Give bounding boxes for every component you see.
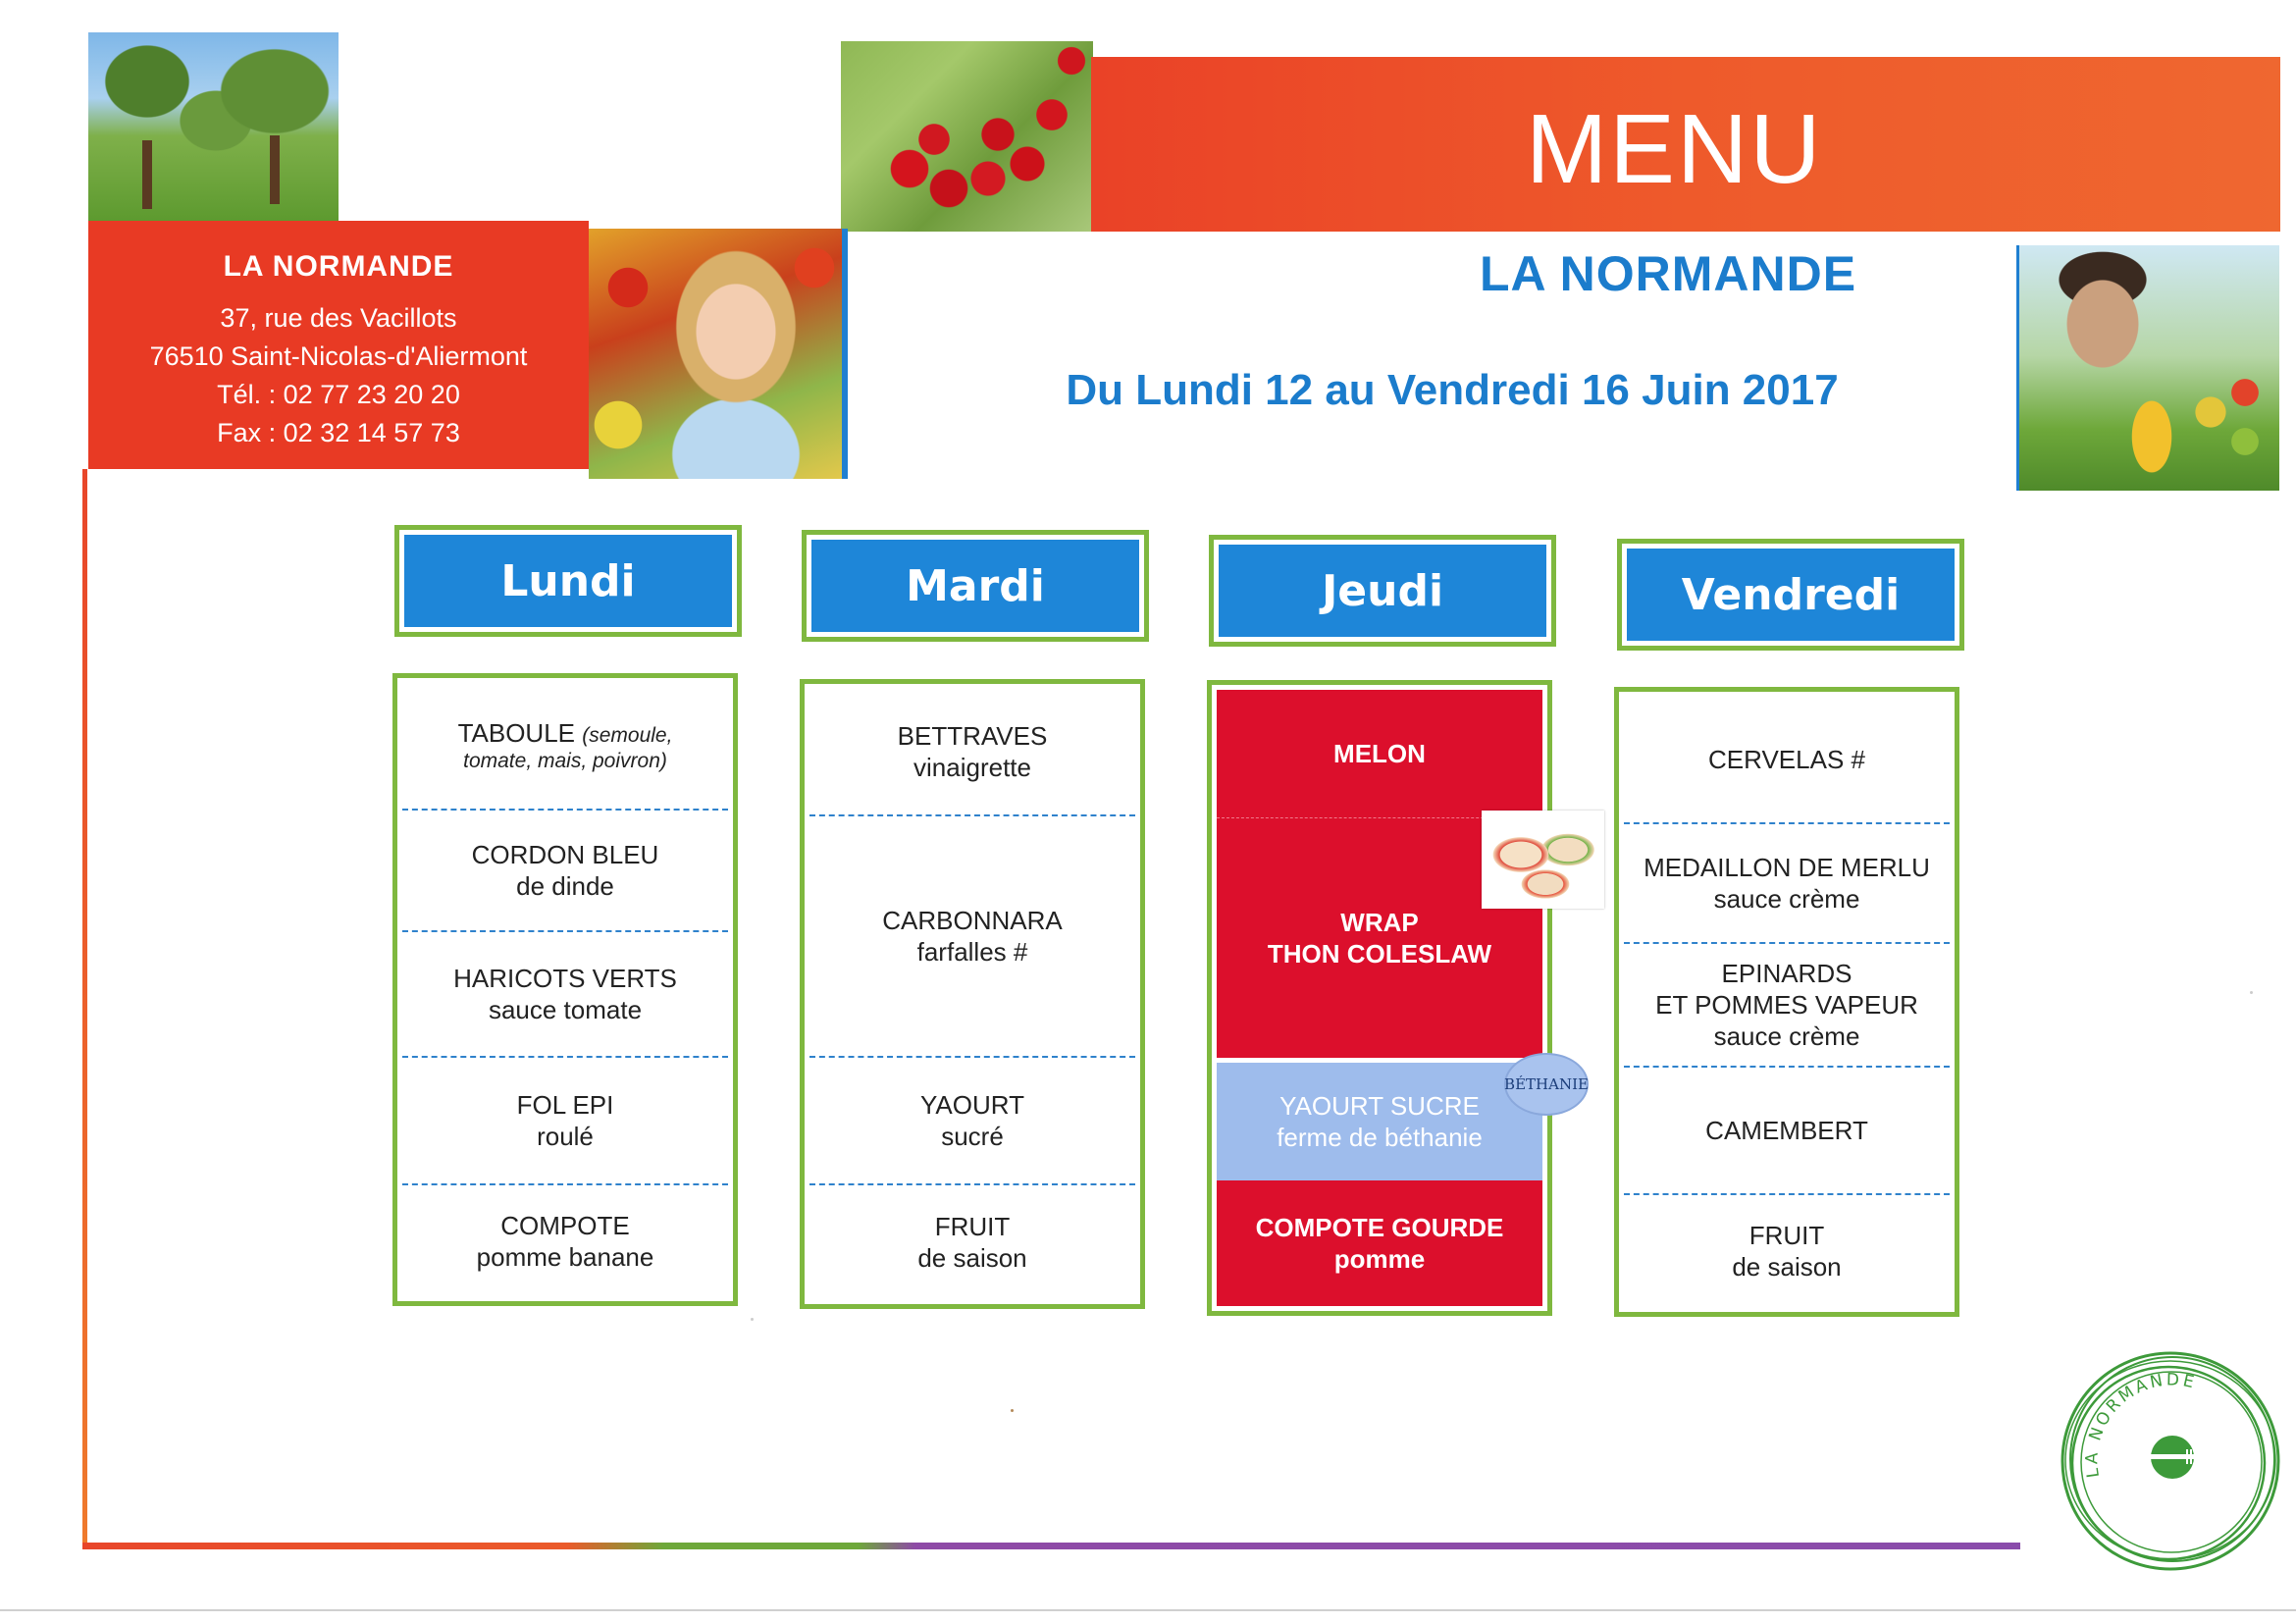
day-header-mardi [802,530,1149,642]
dish-detail: sucré [941,1122,1004,1151]
dish-cheese [402,1058,728,1183]
dish-starter [1624,697,1950,822]
frame-left-line [82,469,87,1546]
day-menu-mardi [800,679,1145,1309]
dish-detail: ferme de béthanie [1277,1123,1483,1152]
dish-main [402,811,728,930]
dish-dairy [809,1058,1135,1183]
dish-name: CAMEMBERT [1705,1116,1868,1145]
dish-name: MELON [1333,739,1426,768]
dish-name: COMPOTE GOURDE [1255,1213,1504,1242]
day-label: Vendredi [1627,549,1955,641]
frame-bottom-line [82,1543,2020,1549]
dish-name: YAOURT [920,1090,1024,1120]
date-range: Du Lundi 12 au Vendredi 16 Juin 2017 [1066,366,1839,414]
dish-starter [809,689,1135,814]
dish-detail: sauce crème [1713,1021,1860,1051]
dish-name: CORDON BLEU [471,840,659,869]
scan-speck [751,1318,754,1321]
dish-detail: ET POMMES VAPEUR [1655,990,1918,1020]
address-block [88,221,589,469]
scan-speck [2250,991,2253,994]
dish-detail: de saison [1732,1252,1842,1282]
dish-dessert [1624,1195,1950,1307]
orchard-photo [88,32,339,221]
company-name: LA NORMANDE [223,250,454,283]
restaurant-title: LA NORMANDE [1479,246,1857,301]
address-street: 37, rue des Vacillots [220,303,457,333]
dish-name: EPINARDS [1721,959,1852,988]
day-header-jeudi [1209,535,1556,647]
menu-title: MENU [1526,94,1823,204]
girl-eating-fruit-photo [589,229,844,479]
dish-detail: pomme [1333,1244,1426,1274]
dish-name: WRAP [1340,908,1419,937]
dish-side [1624,944,1950,1066]
blue-stripe [842,229,848,479]
dish-detail: vinaigrette [913,753,1031,782]
dish-starter [402,683,728,809]
dish-note: tomate, mais, poivron) [463,750,667,772]
day-menu-jeudi [1207,680,1552,1316]
dish-name: FRUIT [934,1212,1011,1241]
dish-detail: farfalles # [916,937,1028,967]
dish-name: COMPOTE [500,1210,630,1240]
page-edge [0,1609,2296,1611]
boy-with-fruit-photo [2019,245,2279,491]
dish-name: FRUIT [1748,1221,1825,1250]
scan-speck [1011,1409,1014,1412]
dish-name: FOL EPI [516,1090,614,1120]
address-city: 76510 Saint-Nicolas-d'Aliermont [149,341,528,371]
day-menu-vendredi [1614,687,1959,1317]
dish-detail: de saison [917,1243,1027,1273]
bethanie-farm-logo: BÉTHANIE [1504,1053,1589,1116]
dish-name: MEDAILLON DE MERLU [1644,853,1930,882]
dish-name: HARICOTS VERTS [453,964,677,993]
dish-detail: sauce tomate [488,995,643,1024]
day-header-vendredi [1617,539,1964,651]
fax-number: Fax : 02 32 14 57 73 [217,418,460,447]
dish-main [1624,824,1950,942]
day-label: Lundi [404,535,732,627]
dish-dessert [1217,1180,1542,1306]
dish-dairy [1217,1063,1542,1180]
dish-detail: pomme banane [476,1241,654,1272]
day-label: Mardi [811,540,1139,632]
dish-name: CERVELAS # [1708,745,1865,774]
day-label: Jeudi [1219,545,1546,637]
cherries-photo [841,41,1093,232]
dish-detail: sauce crème [1713,884,1860,914]
dish-detail: THON COLESLAW [1267,939,1492,969]
dish-note: (semoule, [582,724,673,747]
dish-name: CARBONNARA [882,906,1063,935]
day-header-lundi [394,525,742,637]
dish-name: TABOULE [457,718,575,748]
dish-name: YAOURT SUCRE [1279,1091,1480,1121]
phone-number: Tél. : 02 77 23 20 20 [217,380,460,409]
dish-dessert [809,1185,1135,1299]
dish-cheese [1624,1068,1950,1193]
dish-main [809,816,1135,1056]
dish-dessert [402,1185,728,1296]
dish-detail: roulé [537,1122,594,1151]
dish-detail: de dinde [516,871,614,901]
logo-text: LA NORMANDE [2082,1370,2199,1480]
dish-name: BETTRAVES [897,721,1048,751]
day-menu-lundi [392,673,738,1306]
dish-side [402,932,728,1056]
wrap-photo [1482,811,1604,909]
dish-starter [1217,690,1542,817]
la-normande-logo [2057,1347,2284,1575]
